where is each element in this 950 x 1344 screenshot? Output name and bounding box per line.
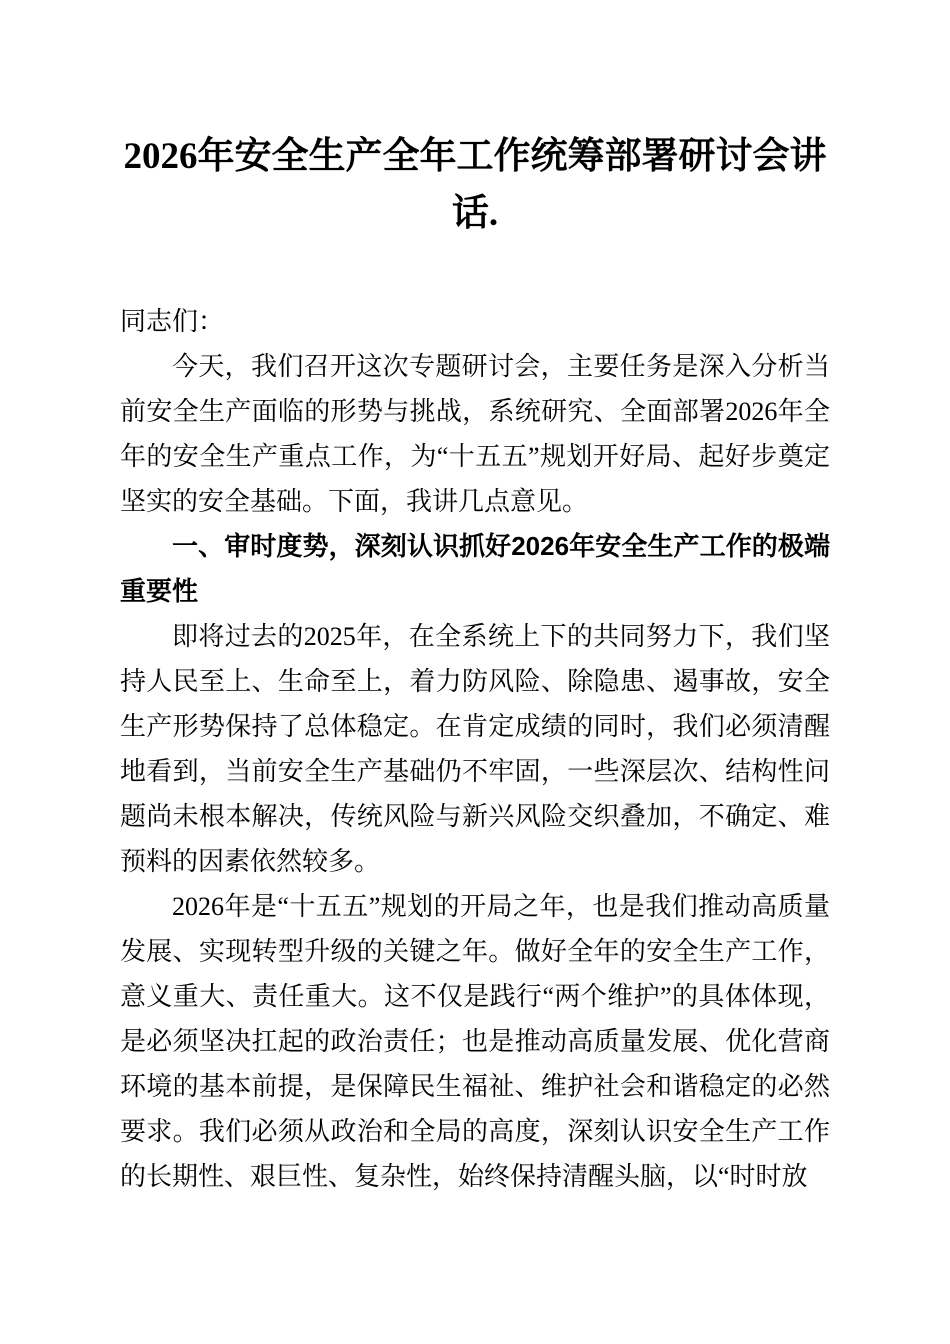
paragraph-outlook-2026: 2026年是“十五五”规划的开局之年，也是我们推动高质量发展、实现转型升级的关键之年。做好全年的安全生产工作，意义重大、责任重大。这不仅是践行“两个维护”的具体体现，是必须坚决扛起的政治责任；也是推动高质量发展、优化营商环境的基本前提，是保障民生福祉、维护社会和谐稳定的必然要求。我们必须从政治和全局的高度，深刻认识安全生产工作的长期性、艰巨性、复杂性，始终保持清醒头脑，以“时时放 [120, 891, 830, 1191]
section-heading-1: 一、审时度势，深刻认识抓好2026年安全生产工作的极端重要性 [120, 530, 830, 606]
paragraph-intro: 今天，我们召开这次专题研讨会，主要任务是深入分析当前安全生产面临的形势与挑战，系统研究、全面部署2026年全年的安全生产重点工作，为“十五五”规划开好局、起好步奠定坚实的安全基础。下面，我讲几点意见。 [120, 351, 830, 516]
salutation: 同志们： [120, 306, 225, 336]
document-title: 2026年安全生产全年工作统筹部署研讨会讲话. [123, 136, 827, 235]
paragraph-review-2025: 即将过去的2025年，在全系统上下的共同努力下，我们坚持人民至上、生命至上，着力防风险、除隐患、遏事故，安全生产形势保持了总体稳定。在肯定成绩的同时，我们必须清醒地看到，当前安全生产基础仍不牢固，一些深层次、结构性问题尚未根本解决，传统风险与新兴风险交织叠加，不确定、难预料的因素依然较多。 [120, 621, 830, 876]
